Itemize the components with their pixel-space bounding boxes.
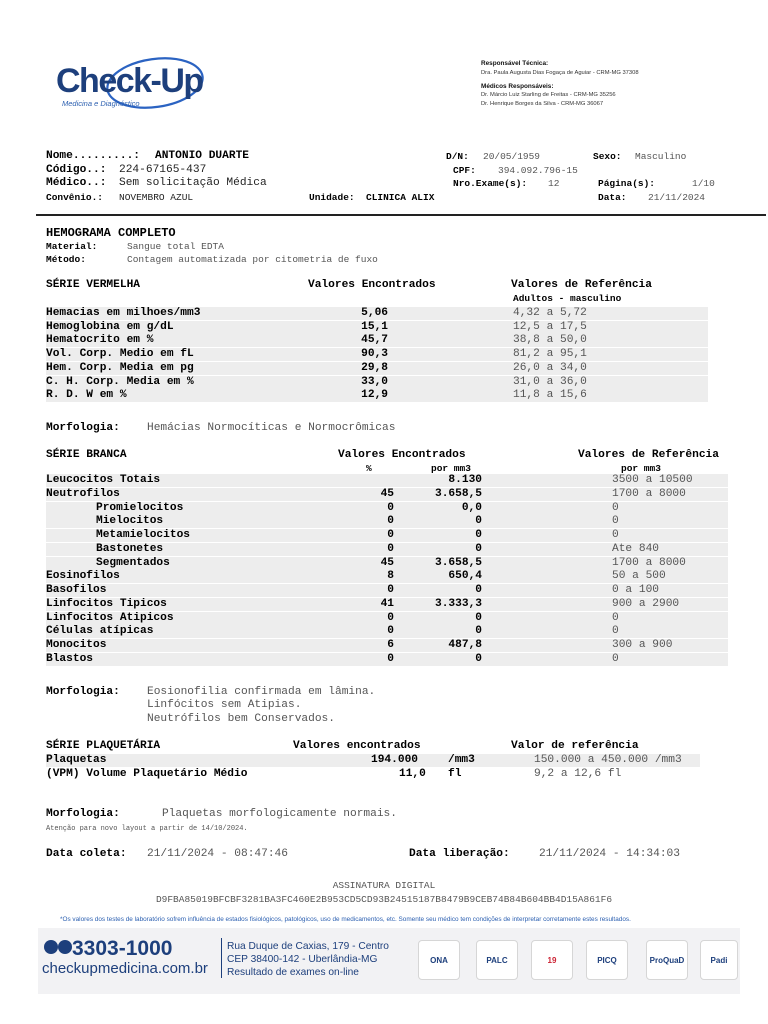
white-row-abs: 0 (475, 584, 482, 596)
doctor-1: Dr. Márcio Luiz Starling de Freitas - CRM-MG 35256 (481, 92, 616, 98)
white-row-name: Basofilos (46, 584, 107, 596)
vpm-value: 11,0 (399, 768, 426, 780)
red-row-value: 45,7 (361, 334, 388, 347)
white-row-abs: 3.658,5 (435, 556, 482, 569)
footer-address-3: Resultado de exames on-line (227, 967, 359, 978)
red-row-ref: 11,8 a 15,6 (513, 389, 587, 402)
white-row-ref: 1700 a 8000 (612, 556, 686, 569)
red-row-name: Hem. Corp. Media em pg (46, 361, 194, 374)
red-row-ref: 12,5 a 17,5 (513, 320, 587, 333)
white-morph-3: Neutrófilos bem Conservados. (147, 713, 335, 725)
exam-no-label: Nro.Exame(s): (453, 178, 528, 189)
report-date: 21/11/2024 (648, 192, 706, 203)
footer-address-2: CEP 38400-142 - Uberlândia-MG (227, 954, 378, 965)
red-row-ref: 26,0 a 34,0 (513, 361, 587, 374)
platelet-morph: Plaquetas morfologicamente normais. (162, 808, 397, 820)
platelet-ref: 150.000 a 450.000 /mm3 (534, 754, 682, 766)
patient-code: 224-67165-437 (119, 164, 207, 176)
seal-picq: PICQ (586, 940, 628, 980)
white-row-ref: 0 (612, 611, 619, 624)
white-sub-ref: por mm3 (621, 463, 661, 474)
patient-sex: Masculino (635, 151, 687, 162)
red-row-value: 29,8 (361, 361, 388, 374)
white-row-abs: 0 (475, 652, 482, 665)
white-row-ref: 3500 a 10500 (612, 474, 693, 486)
red-row-ref: 31,0 a 36,0 (513, 375, 587, 388)
white-row-ref: 0 (612, 652, 619, 665)
white-row-pct: 6 (387, 639, 394, 651)
white-row-name: Segmentados (96, 556, 170, 569)
white-row-name: Blastos (46, 652, 93, 665)
brand-logo: Check-Up (56, 62, 203, 100)
patient-name: ANTONIO DUARTE (155, 150, 249, 162)
platelet-morph-label: Morfologia: (46, 808, 120, 820)
layout-notice: Atenção para novo layout a partir de 14/10/2024. (46, 825, 248, 833)
white-row-ref: 0 (612, 529, 619, 541)
white-row-name: Eosinofilos (46, 570, 120, 583)
seal-palc: PALC (476, 940, 518, 980)
name-label: Nome.........: (46, 150, 140, 162)
vpm-ref: 9,2 a 12,6 fl (534, 768, 622, 780)
white-row-abs: 8.130 (448, 474, 482, 486)
red-col-found: Valores Encontrados (308, 279, 436, 291)
white-row-name: Monocitos (46, 639, 107, 651)
white-row-ref: 300 a 900 (612, 639, 673, 651)
white-row-abs: 0 (475, 542, 482, 555)
white-series-header: SÉRIE BRANCA (46, 449, 127, 461)
header-divider (36, 214, 766, 216)
white-row-ref: 0 (612, 515, 619, 528)
white-row-pct: 8 (387, 570, 394, 583)
release-label: Data liberação: (409, 848, 510, 860)
white-row-name: Promielocitos (96, 501, 184, 514)
page-number: 1/10 (692, 178, 715, 189)
patient-doctor: Sem solicitação Médica (119, 177, 267, 189)
white-row-name: Mielocitos (96, 515, 164, 528)
red-row-value: 15,1 (361, 320, 388, 333)
seal-padi: Padi (700, 940, 738, 980)
doctor-2: Dr. Henrique Borges da Silva - CRM-MG 36067 (481, 101, 604, 107)
red-row-name: Hematocrito em % (46, 334, 154, 347)
tech-name: Dra. Paula Augusta Dias Fogaça de Aguiar - CRM-MG 37308 (481, 70, 639, 76)
seal-ona: ONA (418, 940, 460, 980)
white-row-abs: 0,0 (461, 501, 482, 514)
white-row-pct: 45 (380, 556, 394, 569)
red-row-value: 5,06 (361, 307, 388, 319)
footer-address-1: Rua Duque de Caxias, 179 - Centro (227, 941, 389, 952)
material-label: Material: (46, 241, 98, 252)
red-row-value: 90,3 (361, 348, 388, 361)
whatsapp-icon (58, 940, 72, 954)
white-row-name: Leucocitos Totais (46, 474, 161, 486)
white-row-ref: 900 a 2900 (612, 597, 680, 610)
white-morph-label: Morfologia: (46, 686, 120, 698)
release-date: 21/11/2024 - 14:34:03 (539, 848, 680, 860)
platelet-unit: /mm3 (448, 754, 475, 766)
white-row-ref: 0 a 100 (612, 584, 659, 596)
white-row-pct: 0 (387, 529, 394, 541)
platelet-name: Plaquetas (46, 754, 107, 766)
white-row-name: Bastonetes (96, 542, 164, 555)
white-row-pct: 41 (380, 597, 394, 610)
white-morph-2: Linfócitos sem Atipias. (147, 699, 302, 711)
white-morph-1: Eosionofilia confirmada em lâmina. (147, 686, 376, 698)
patient-cpf: 394.092.796-15 (498, 165, 578, 176)
white-row-ref: 0 (612, 625, 619, 638)
red-morph-label: Morfologia: (46, 422, 120, 434)
red-row-name: Hemacias em milhoes/mm3 (46, 307, 201, 319)
red-col-ref: Valores de Referência (511, 279, 652, 291)
white-row-pct: 45 (380, 487, 394, 500)
red-series-header: SÉRIE VERMELHA (46, 279, 140, 291)
collect-label: Data coleta: (46, 848, 127, 860)
page-label: Página(s): (598, 178, 656, 189)
white-row-abs: 3.658,5 (435, 487, 482, 500)
vpm-name: (VPM) Volume Plaquetário Médio (46, 768, 248, 780)
white-row-abs: 0 (475, 515, 482, 528)
material-value: Sangue total EDTA (127, 241, 224, 252)
white-row-abs: 487,8 (448, 639, 482, 651)
footer-note: *Os valores dos testes de laboratório sofrem influência de estados fisiológicos, patológicos, uso de medicamentos, etc. Somente seu médico tem condições de interpretar corretamente estes resultados. (60, 916, 631, 923)
white-row-abs: 3.333,3 (435, 597, 482, 610)
white-row-name: Linfocitos Tipicos (46, 597, 167, 610)
platelet-col-found: Valores encontrados (293, 740, 421, 752)
red-row-name: C. H. Corp. Media em % (46, 375, 194, 388)
exam-no: 12 (548, 178, 560, 189)
white-row-pct: 0 (387, 611, 394, 624)
white-row-name: Linfocitos Atipicos (46, 611, 174, 624)
phone-icon (44, 940, 58, 954)
platelet-col-ref: Valor de referência (511, 740, 639, 752)
doctors-title: Médicos Responsáveis: (481, 83, 554, 90)
white-row-abs: 0 (475, 611, 482, 624)
sex-label: Sexo: (593, 151, 622, 162)
insurance-label: Convênio.: (46, 192, 104, 203)
red-row-ref: 81,2 a 95,1 (513, 348, 587, 361)
method-label: Método: (46, 254, 86, 265)
red-ref-sub: Adultos - masculino (513, 293, 622, 304)
red-row-ref: 38,8 a 50,0 (513, 334, 587, 347)
white-row-abs: 0 (475, 625, 482, 638)
patient-dob: 20/05/1959 (483, 151, 541, 162)
white-row-ref: 1700 a 8000 (612, 487, 686, 500)
tech-title: Responsável Técnica: (481, 60, 549, 67)
white-row-pct: 0 (387, 542, 394, 555)
white-row-pct: 0 (387, 515, 394, 528)
code-label: Código..: (46, 164, 107, 176)
seal-19: 19 (531, 940, 573, 980)
footer-site[interactable]: checkupmedicina.com.br (42, 960, 208, 977)
red-row-name: Vol. Corp. Medio em fL (46, 348, 194, 361)
date-label: Data: (598, 192, 627, 203)
red-row-ref: 4,32 a 5,72 (513, 307, 587, 319)
white-col-ref: Valores de Referência (578, 449, 719, 461)
dob-label: D/N: (446, 151, 469, 162)
white-row-pct: 0 (387, 652, 394, 665)
white-col-found: Valores Encontrados (338, 449, 466, 461)
white-row-name: Neutrofilos (46, 487, 120, 500)
signature-hash: D9FBA85019BFCBF3281BA3FC460E2B953CD5CD93B24515187B8479B9CEB74B84B604BB4D15A861F6 (155, 894, 613, 905)
white-row-ref: 50 a 500 (612, 570, 666, 583)
white-row-pct: 0 (387, 584, 394, 596)
seal-proquad: ProQuaD (646, 940, 688, 980)
red-row-name: Hemoglobina em g/dL (46, 320, 174, 333)
white-row-abs: 0 (475, 529, 482, 541)
patient-unit: CLINICA ALIX (366, 192, 435, 203)
red-row-name: R. D. W em % (46, 389, 127, 402)
platelet-header: SÉRIE PLAQUETÁRIA (46, 740, 161, 752)
brand-tagline: Medicina e Diagnóstico (62, 99, 140, 108)
exam-title: HEMOGRAMA COMPLETO (46, 226, 176, 240)
red-row-value: 12,9 (361, 389, 388, 402)
vpm-unit: fl (448, 768, 462, 780)
patient-insurance: NOVEMBRO AZUL (119, 192, 194, 203)
method-value: Contagem automatizada por citometria de fuxo (127, 254, 378, 265)
white-sub-mm: por mm3 (431, 463, 471, 474)
white-row-pct: 0 (387, 625, 394, 638)
cpf-label: CPF: (453, 165, 476, 176)
white-row-ref: Ate 840 (612, 542, 659, 555)
white-row-name: Metamielocitos (96, 529, 190, 541)
white-sub-pct: % (366, 463, 372, 474)
white-row-ref: 0 (612, 501, 619, 514)
collect-date: 21/11/2024 - 08:47:46 (147, 848, 288, 860)
footer-phone: 3303-1000 (72, 937, 173, 960)
red-morph: Hemácias Normocíticas e Normocrômicas (147, 422, 396, 434)
white-row-pct: 0 (387, 501, 394, 514)
footer-divider (221, 938, 222, 978)
signature-label: ASSINATURA DIGITAL (332, 880, 436, 891)
unit-label: Unidade: (309, 192, 355, 203)
doctor-label: Médico..: (46, 177, 107, 189)
white-row-abs: 650,4 (448, 570, 482, 583)
white-row-name: Células atípicas (46, 625, 154, 638)
platelet-value: 194.000 (371, 754, 418, 766)
red-row-value: 33,0 (361, 375, 388, 388)
